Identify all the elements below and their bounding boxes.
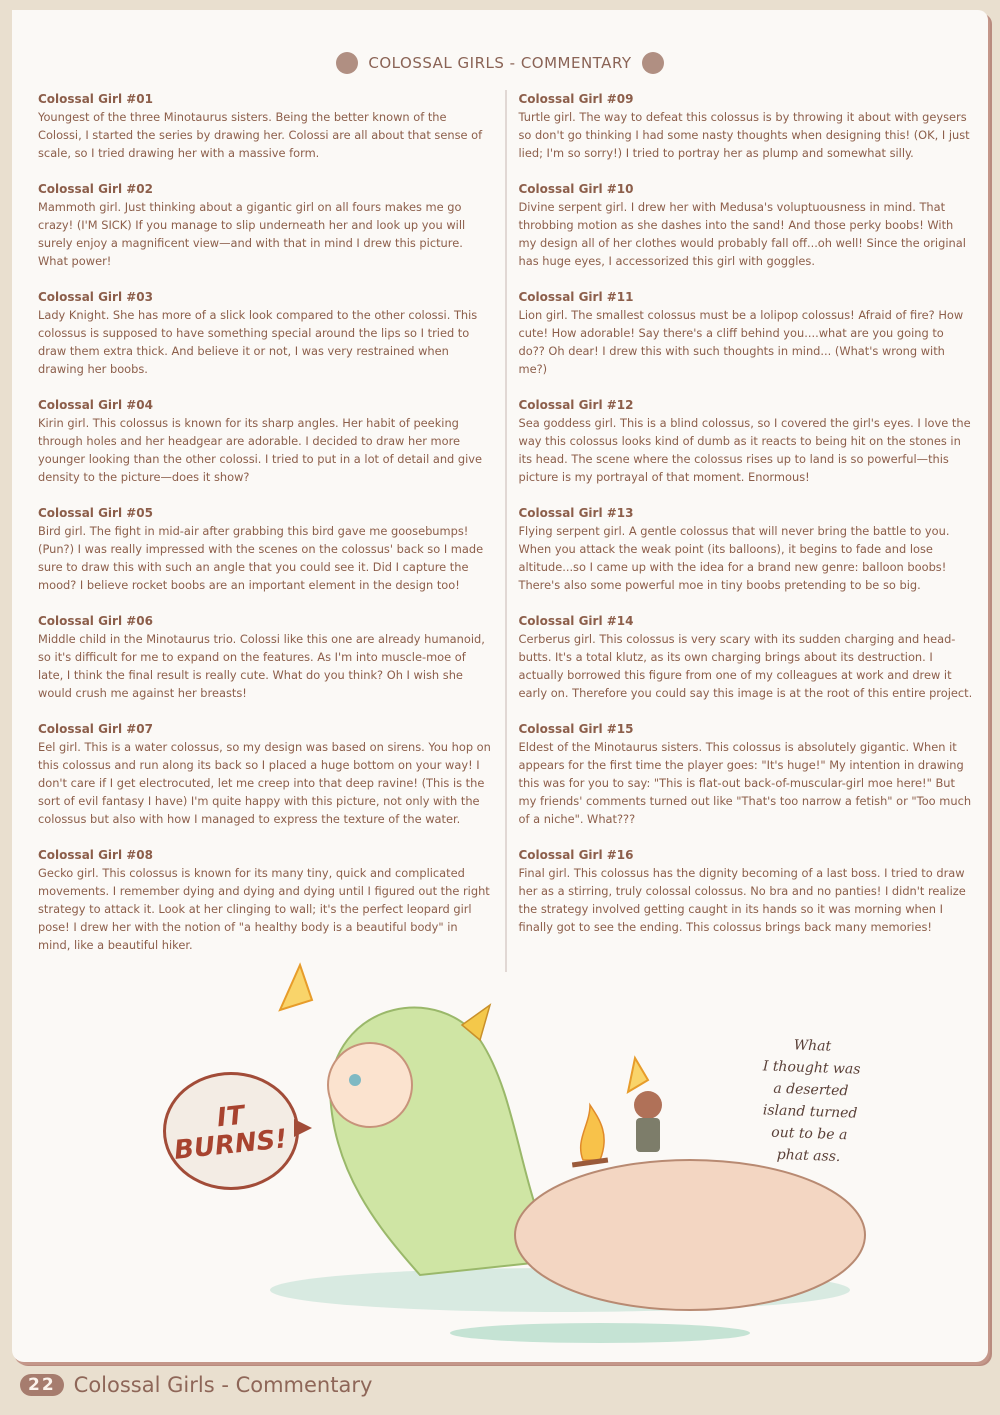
speech-bubble-line-2: BURNS! <box>173 1124 289 1166</box>
speech-bubble-line-1: IT <box>215 1100 247 1134</box>
entry-title: Colossal Girl #11 <box>518 290 634 304</box>
entry-title: Colossal Girl #01 <box>38 92 154 106</box>
entry-body: Cerberus girl. This colossus is very scary with its sudden charging and head-butts. It's a total klutz, as its own charging brings about its destruction. I actually borrowed this figure from one of my colleagues at work and drew it early on. Therefore you could say this image is at the root of this entire project. <box>518 632 973 700</box>
entry-body: Final girl. This colossus has the dignity becoming of a last boss. I tried to draw her as a stirring, truly colossal colossus. No bra and no panties! I didn't realize the strategy involved getting caught in its hands so it was morning when I finally got to see the ending. This colossus brings back many memories! <box>518 866 966 934</box>
entry-title: Colossal Girl #16 <box>518 848 634 862</box>
entry-03 <box>38 288 493 378</box>
illustration-caption: What I thought was a deserted island turned out to be a phat ass. <box>762 1037 861 1166</box>
entry-body: Divine serpent girl. I drew her with Medusa's voluptuousness in mind. That throbbing motion as she dashes into the sand! And those perky boobs! With my design all of her clothes would probably fall off...oh well! Since the original has huge eyes, I accessorized this girl with goggles. <box>518 200 966 268</box>
header-dot-right <box>642 52 664 74</box>
header-dot-left <box>336 52 358 74</box>
entry-body: Turtle girl. The way to defeat this colossus is by throwing it about with geysers so don't go thinking I had some nasty thoughts when designing this! (OK, I just lied; I'm so sorry!) I tried to portray her as plump and somewhat silly. <box>518 110 970 160</box>
entry-16 <box>519 846 974 936</box>
entry-14 <box>519 612 974 702</box>
entry-body: Lion girl. The smallest colossus must be a lolipop colossus! Afraid of fire? How cute! How adorable! Say there's a cliff behind you....what are you going to do?? Oh dear! I drew this with such thoughts in mind... (What's wrong with me?) <box>518 308 964 376</box>
entry-title: Colossal Girl #10 <box>518 182 634 196</box>
entry-title: Colossal Girl #12 <box>518 398 634 412</box>
entry-09 <box>519 90 974 162</box>
entry-body: Youngest of the three Minotaurus sisters. Being the better known of the Colossi, I started the series by drawing her. Colossi are all about that sense of scale, so I tried drawing her with a massive form. <box>38 110 483 160</box>
entry-title: Colossal Girl #14 <box>518 614 634 628</box>
entry-04 <box>38 396 493 486</box>
entry-07 <box>38 720 493 828</box>
page-footer <box>20 1373 372 1397</box>
entry-10 <box>519 180 974 270</box>
entry-title: Colossal Girl #13 <box>518 506 634 520</box>
entry-body: Middle child in the Minotaurus trio. Colossi like this one are already humanoid, so it's difficult for me to expand on the features. As I'm into muscle-moe of late, I think the final result is really cute. What do you think? Oh I wish she would crush me against her breasts! <box>38 632 485 700</box>
entry-12 <box>519 396 974 486</box>
entry-body: Mammoth girl. Just thinking about a gigantic girl on all fours makes me go crazy! (I'M SICK) If you manage to slip underneath her and look up you will surely enjoy a magnificent view—and with that in mind I drew this picture. What power! <box>38 200 466 268</box>
entry-title: Colossal Girl #02 <box>38 182 154 196</box>
right-column <box>505 90 974 972</box>
entry-title: Colossal Girl #07 <box>38 722 154 736</box>
footer-title: Colossal Girls - Commentary <box>73 1373 373 1397</box>
entry-title: Colossal Girl #06 <box>38 614 154 628</box>
entry-title: Colossal Girl #09 <box>518 92 634 106</box>
entry-title: Colossal Girl #15 <box>518 722 634 736</box>
entry-body: Eldest of the Minotaurus sisters. This colossus is absolutely gigantic. When it appears for the first time the player goes: "It's huge!" My intention in drawing this was for you to say: "This is flat-out back-of-muscular-girl moe here!" But my friends' comments turned out like "That's too narrow a fetish" or "Too much of a niche". What??? <box>518 740 972 826</box>
entry-title: Colossal Girl #05 <box>38 506 154 520</box>
entry-body: Bird girl. The fight in mid-air after grabbing this bird gave me goosebumps! (Pun?) I was really impressed with the scenes on the colossus' back so I made sure to draw this with such an angle that you could see it. Did I capture the mood? I believe rocket boobs are an important element in the design too! <box>38 524 484 592</box>
island-shape <box>515 1160 865 1310</box>
entry-body: Gecko girl. This colossus is known for its many tiny, quick and complicated movements. I remember dying and dying and dying until I figured out the right strategy to attack it. Look at her clinging to wall; it's the perfect leopard girl pose! I drew her with the notion of "a healthy body is a beautiful body" in mind, like a beautiful hiker. <box>38 866 490 952</box>
entry-11 <box>519 288 974 378</box>
entry-06 <box>38 612 493 702</box>
entry-body: Eel girl. This is a water colossus, so my design was based on sirens. You hop on this colossus and run along its back so I placed a huge bottom on your way! I don't care if I get electrocuted, let me creep into that deep ravine! (This is the sort of evil fantasy I have) I'm quite happy with this picture, not only with the colossus but also with how I managed to express the texture of the water. <box>38 740 491 826</box>
page-header <box>0 52 1000 74</box>
left-column <box>38 90 505 972</box>
entry-title: Colossal Girl #03 <box>38 290 154 304</box>
header-title: COLOSSAL GIRLS - COMMENTARY <box>368 54 632 72</box>
entry-08 <box>38 846 493 954</box>
entry-body: Flying serpent girl. A gentle colossus that will never bring the battle to you. When you attack the weak point (its balloons), it begins to fade and lose altitude...so I came up with the idea for a brand new genre: balloon boobs! There's also some powerful moe in tiny boobs pretending to be so big. <box>518 524 950 592</box>
entry-body: Lady Knight. She has more of a slick look compared to the other colossi. This colossus is supposed to have something special around the lips so I tried to draw them extra thick. And believe it or not, I was very restrained when drawing her boobs. <box>38 308 478 376</box>
entry-13 <box>519 504 974 594</box>
sparkle-icon <box>280 965 312 1010</box>
entry-title: Colossal Girl #04 <box>38 398 154 412</box>
page-number: 22 <box>20 1374 64 1396</box>
entry-02 <box>38 180 493 270</box>
character-face-shape <box>328 1043 412 1127</box>
entry-05 <box>38 504 493 594</box>
tiny-traveler-icon <box>634 1091 662 1119</box>
entry-body: Kirin girl. This colossus is known for its sharp angles. Her habit of peeking through holes and her headgear are adorable. I decided to draw her more younger looking than the other colossi. I tried to put in a lot of detail and give density to the picture—does it show? <box>38 416 483 484</box>
campfire-icon <box>581 1105 604 1160</box>
entry-body: Sea goddess girl. This is a blind colossus, so I covered the girl's eyes. I love the way this colossus looks kind of dumb as it reacts to being hit on the stones in its head. The scene where the colossus rises up to land is so powerful—this picture is my portrayal of that moment. Enormous! <box>518 416 971 484</box>
entry-01 <box>38 90 493 162</box>
speech-bubble <box>163 1072 299 1190</box>
entry-15 <box>519 720 974 828</box>
entry-title: Colossal Girl #08 <box>38 848 154 862</box>
commentary-columns <box>38 90 973 972</box>
